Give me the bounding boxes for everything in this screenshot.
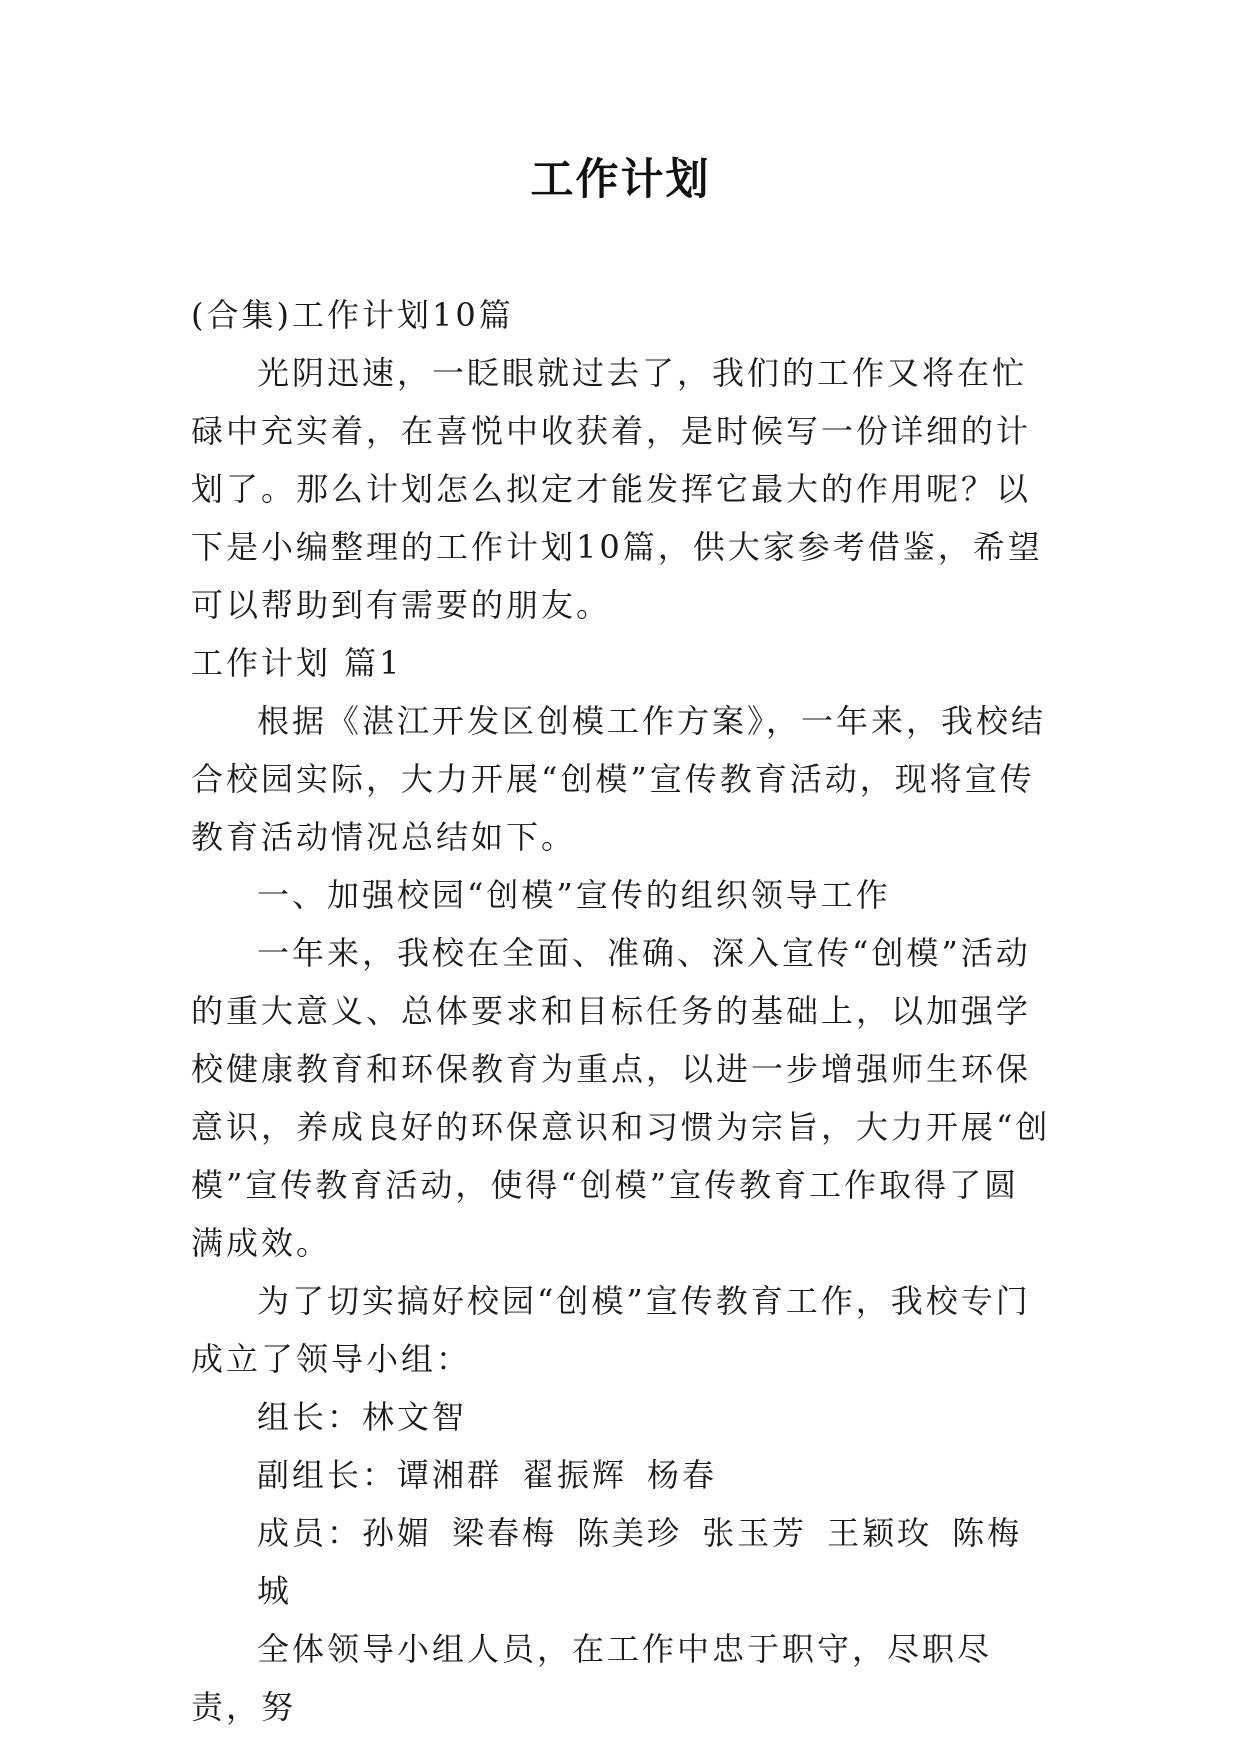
deputy-name: 杨春 <box>647 1456 718 1494</box>
paragraph-4: 全体领导小组人员，在工作中忠于职守，尽职尽责，努 <box>191 1630 993 1726</box>
member-label: 成员： <box>257 1514 363 1552</box>
paragraph-2: 一年来，我校在全面、准确、深入宣传“创模”活动的重大意义、总体要求和目标任务的基础上，以加强学校健康教育和环保教育为重点，以进一步增强师生环保意识，养成良好的环保意识和习惯为宗旨，大力开展“创模”宣传教育活动，使得“创模”宣传教育工作取得了圆满成效。 <box>191 934 1051 1262</box>
member-name: 梁春梅 <box>452 1514 558 1552</box>
member-name: 陈梅城 <box>257 1514 1023 1610</box>
member-name: 王颖玫 <box>827 1514 933 1552</box>
section-heading: 工作计划 篇1 <box>191 644 403 682</box>
member-line <box>191 1504 1051 1620</box>
document-subtitle: (合集)工作计划10篇 <box>191 296 514 334</box>
member-name: 孙媚 <box>362 1514 433 1552</box>
member-name: 张玉芳 <box>702 1514 808 1552</box>
heading-one: 一、加强校园“创模”宣传的组织领导工作 <box>257 876 891 914</box>
deputy-name: 翟振辉 <box>522 1456 628 1494</box>
leader-line <box>191 1388 1051 1446</box>
deputy-label: 副组长： <box>257 1456 398 1494</box>
member-name: 陈美珍 <box>577 1514 683 1552</box>
paragraph-3: 为了切实搞好校园“创模”宣传教育工作，我校专门成立了领导小组： <box>191 1282 1031 1378</box>
paragraph-1: 根据《湛江开发区创模工作方案》，一年来，我校结合校园实际，大力开展“创模”宣传教育活动，现将宣传教育活动情况总结如下。 <box>191 702 1047 856</box>
document-title: 工作计划 <box>530 155 711 205</box>
leader-name: 林文智 <box>362 1398 468 1436</box>
document-body <box>191 286 1051 1736</box>
deputy-line <box>191 1446 1051 1504</box>
intro-paragraph: 光阴迅速，一眨眼就过去了，我们的工作又将在忙碌中充实着，在喜悦中收获着，是时候写一份详细的计划了。那么计划怎么拟定才能发挥它最大的作用呢？以下是小编整理的工作计划10篇，供大家参考借鉴，希望可以帮助到有需要的朋友。 <box>191 354 1043 624</box>
deputy-name: 谭湘群 <box>397 1456 503 1494</box>
leader-label: 组长： <box>257 1398 363 1436</box>
